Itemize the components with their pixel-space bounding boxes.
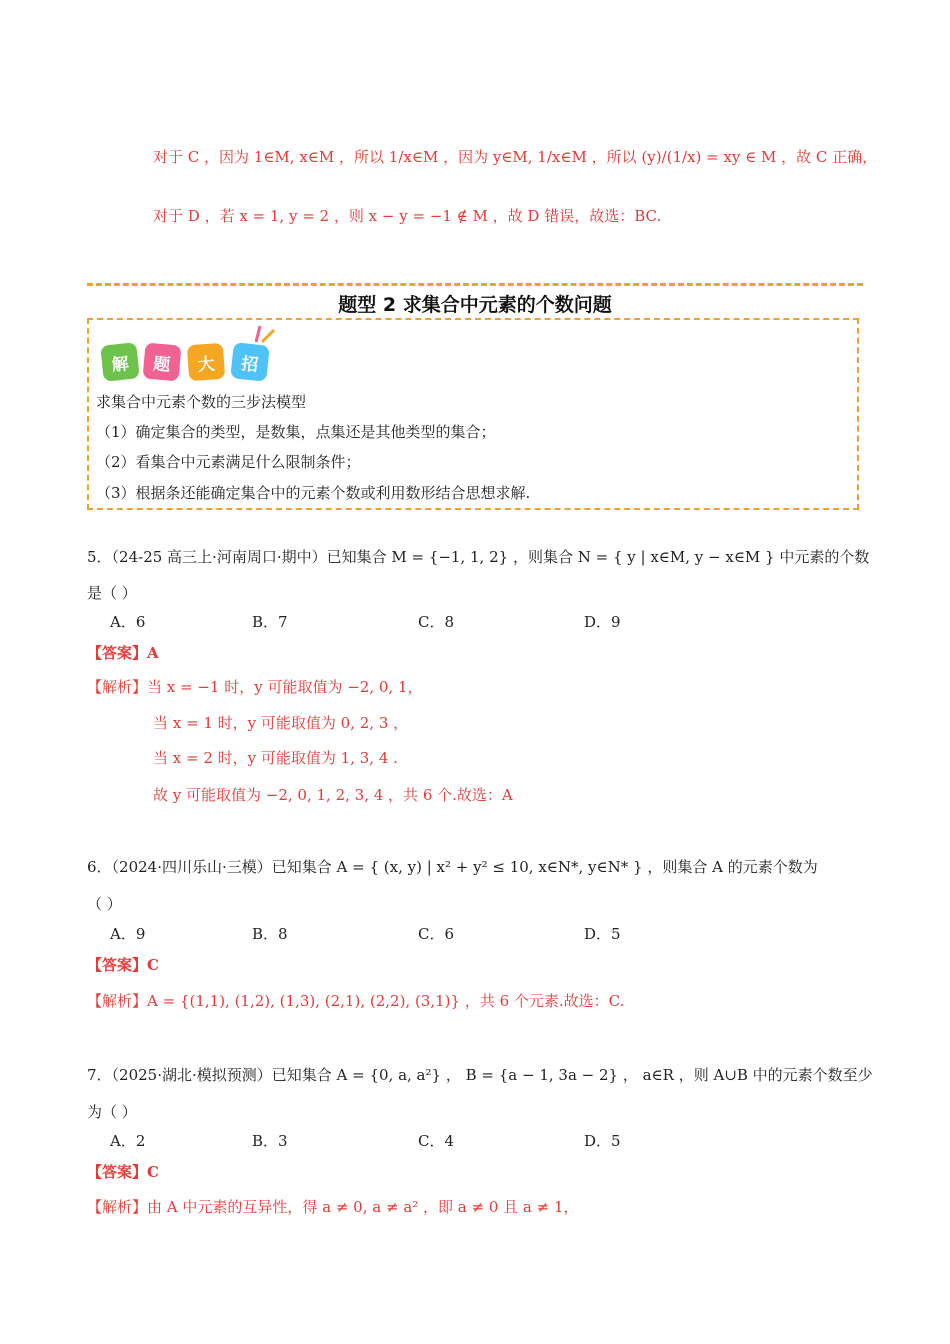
q5-answer: 【答案】A [87,644,159,662]
sparkle-icon [252,322,278,344]
q7-option-b: B．3 [252,1132,288,1150]
q5-option-a: A．6 [110,613,146,631]
q5-option-d: D．9 [584,613,621,631]
q7-option-c: C．4 [418,1132,455,1150]
q7-analysis: 【解析】由 A 中元素的互异性，得 a ≠ 0, a ≠ a² ，即 a ≠ 0 且 a ≠ 1， [87,1198,579,1216]
q6-option-d: D．5 [584,925,621,943]
q6-stem-line-2: （ ） [87,895,122,913]
tip-item-1: （1）确定集合的类型，是数集，点集还是其他类型的集合； [96,423,496,441]
tip-item-3: （3）根据条还能确定集合中的元素个数或利用数形结合思想求解. [96,484,531,502]
q6-answer: 【答案】C [87,956,159,974]
q7-stem-line-2: 为（ ） [87,1103,137,1121]
q5-option-b: B．7 [252,613,288,631]
q7-option-a: A．2 [110,1132,146,1150]
q6-analysis: 【解析】A = {(1,1), (1,2), (1,3), (2,1), (2,2), (3,1)} ，共 6 个元素.故选：C. [87,992,625,1010]
q7-option-d: D．5 [584,1132,621,1150]
badge-da: 大 [187,343,225,381]
q5-analysis-4: 故 y 可能取值为 −2, 0, 1, 2, 3, 4 ，共 6 个.故选：A [153,786,513,804]
section-title: 题型 2 求集合中元素的个数问题 [338,294,612,316]
top-solution-line-1: 对于 C ，因为 1∈M, x∈M ，所以 1/x∈M ，因为 y∈M, 1/x∈M ，所以 (y)/(1/x) = xy ∈ M ，故 C 正确， [153,148,878,166]
badge-zhao: 招 [230,342,270,382]
q5-stem-line-1: 5．（24-25 高三上·河南周口·期中）已知集合 M = {−1, 1, 2} ，则集合 N = { y | x∈M, y − x∈M } 中元素的个数 [87,548,870,566]
q7-answer: 【答案】C [87,1163,159,1181]
q5-option-c: C．8 [418,613,455,631]
badge-ti: 题 [142,342,181,381]
q6-option-b: B．8 [252,925,288,943]
q7-stem-line-1: 7．（2025·湖北·模拟预测）已知集合 A = {0, a, a²} ， B = {a − 1, 3a − 2} ， a∈R ，则 A∪B 中的元素个数至少 [87,1066,873,1084]
q5-analysis-3: 当 x = 2 时，y 可能取值为 1, 3, 4 . [153,749,398,767]
q6-stem-line-1: 6．（2024·四川乐山·三模）已知集合 A = { (x, y) | x² + y² ≤ 10, x∈N*, y∈N* } ，则集合 A 的元素个数为 [87,858,818,876]
section-divider-top [87,283,863,286]
q5-analysis-1: 【解析】当 x = −1 时，y 可能取值为 −2, 0, 1， [87,678,423,696]
q6-option-a: A．9 [110,925,146,943]
top-solution-line-2: 对于 D ，若 x = 1, y = 2 ，则 x − y = −1 ∉ M ，故 D 错误，故选：BC. [153,207,662,225]
q6-option-c: C．6 [418,925,455,943]
tip-item-2: （2）看集合中元素满足什么限制条件； [96,453,361,471]
tip-title: 求集合中元素个数的三步法模型 [96,393,307,411]
q5-stem-line-2: 是（ ） [87,584,137,602]
badge-jie: 解 [100,342,140,382]
q5-analysis-2: 当 x = 1 时，y 可能取值为 0, 2, 3 ， [153,714,409,732]
